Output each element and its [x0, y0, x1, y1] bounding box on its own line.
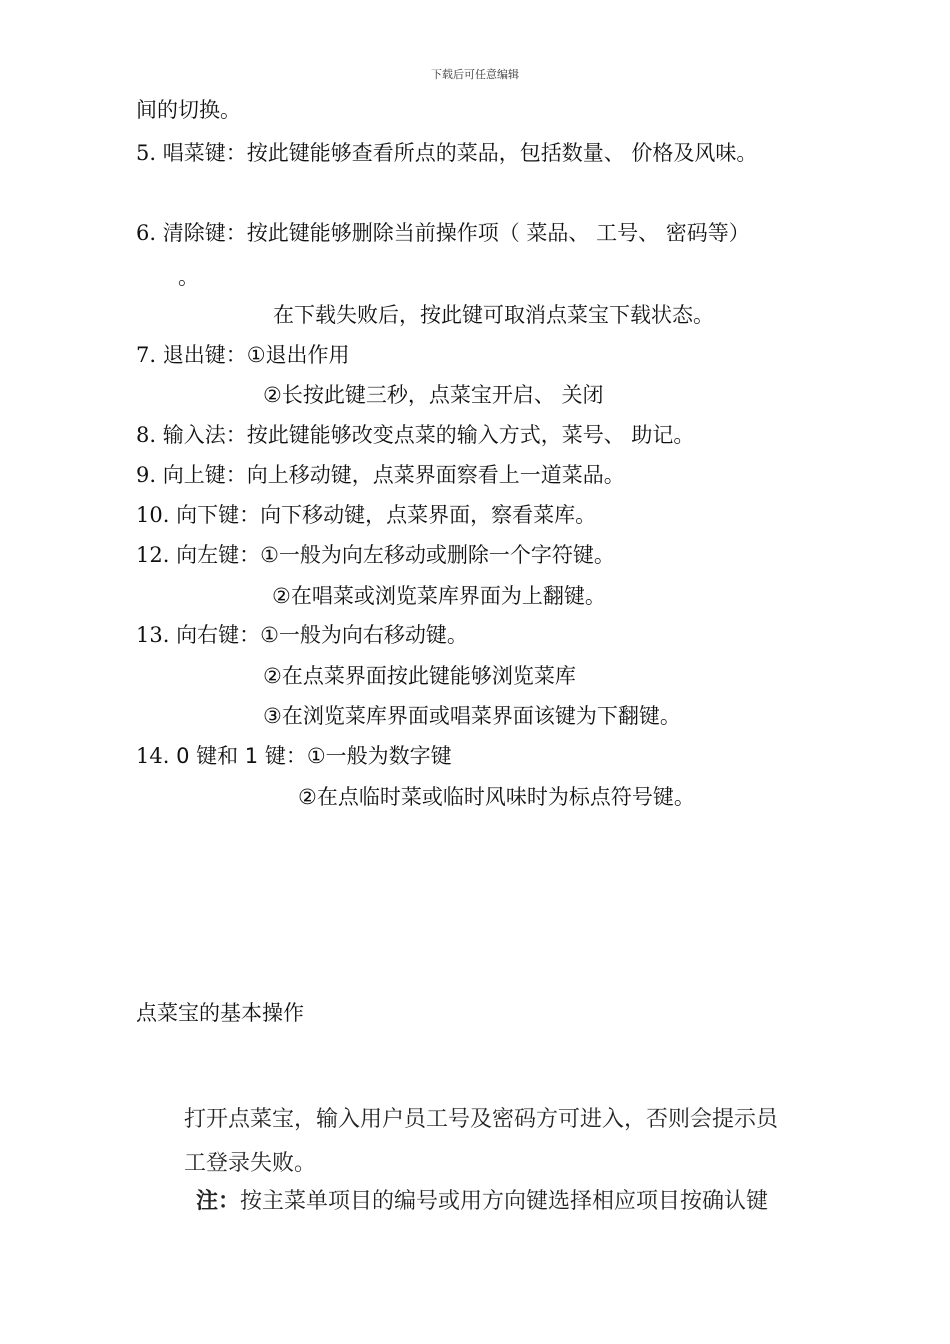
- text-line: ②在点临时菜或临时风味时为标点符号键。: [298, 785, 695, 809]
- text-line: 在下载失败后，按此键可取消点菜宝下载状态。: [273, 303, 714, 327]
- list-text: 向下键：向下移动键，点菜界面，察看菜库。: [176, 503, 597, 527]
- text-line: ②在唱菜或浏览菜库界面为上翻键。: [272, 584, 606, 608]
- note-text: 按主菜单项目的编号或用方向键选择相应项目按确认键: [240, 1189, 769, 1214]
- list-number: 14.: [136, 744, 170, 768]
- list-text: 退出键：①退出作用: [162, 343, 350, 367]
- paragraph-line: 工登录失败。: [184, 1151, 317, 1176]
- list-text: 输入法：按此键能够改变点菜的输入方式，菜号、 助记。: [162, 423, 695, 447]
- list-item-9: [136, 461, 625, 489]
- text-line: 间的切换。: [136, 98, 241, 122]
- list-number: 10.: [136, 503, 170, 527]
- list-item-12: [136, 541, 615, 569]
- text-line: 。: [178, 265, 199, 289]
- list-text: 向上键：向上移动键，点菜界面察看上一道菜品。: [162, 463, 625, 487]
- list-number: 5.: [136, 141, 157, 165]
- list-item-8: [136, 421, 694, 449]
- list-text: 0 键和 1 键：①一般为数字键: [176, 744, 452, 768]
- list-number: 12.: [136, 543, 170, 567]
- list-number: 7.: [136, 343, 157, 367]
- text-line: ③在浏览菜库界面或唱菜界面该键为下翻键。: [263, 704, 681, 728]
- list-item-5: [136, 139, 757, 167]
- list-text: 唱菜键：按此键能够查看所点的菜品，包括数量、 价格及风味。: [162, 141, 758, 165]
- text-line: ②长按此键三秒，点菜宝开启、 关闭: [263, 383, 604, 407]
- list-text: 向左键：①一般为向左移动或删除一个字符键。: [176, 543, 615, 567]
- list-number: 6.: [136, 221, 157, 245]
- page-header: 下载后可任意编辑: [431, 68, 519, 81]
- text-line: ②在点菜界面按此键能够浏览菜库: [263, 664, 576, 688]
- section-title: 点菜宝的基本操作: [136, 1001, 304, 1025]
- note-line: [196, 1188, 768, 1216]
- list-item-10: [136, 501, 596, 529]
- list-item-13: [136, 621, 468, 649]
- list-item-14: [136, 742, 452, 770]
- paragraph-line: 打开点菜宝，输入用户员工号及密码方可进入，否则会提示员: [184, 1107, 779, 1132]
- note-label: 注：: [196, 1189, 241, 1214]
- list-item-6: [136, 219, 750, 247]
- list-item-7: [136, 341, 350, 369]
- list-number: 13.: [136, 623, 170, 647]
- list-number: 8.: [136, 423, 157, 447]
- list-text: 清除键：按此键能够删除当前操作项（ 菜品、 工号、 密码等）: [162, 221, 750, 245]
- list-text: 向右键：①一般为向右移动键。: [176, 623, 468, 647]
- list-number: 9.: [136, 463, 157, 487]
